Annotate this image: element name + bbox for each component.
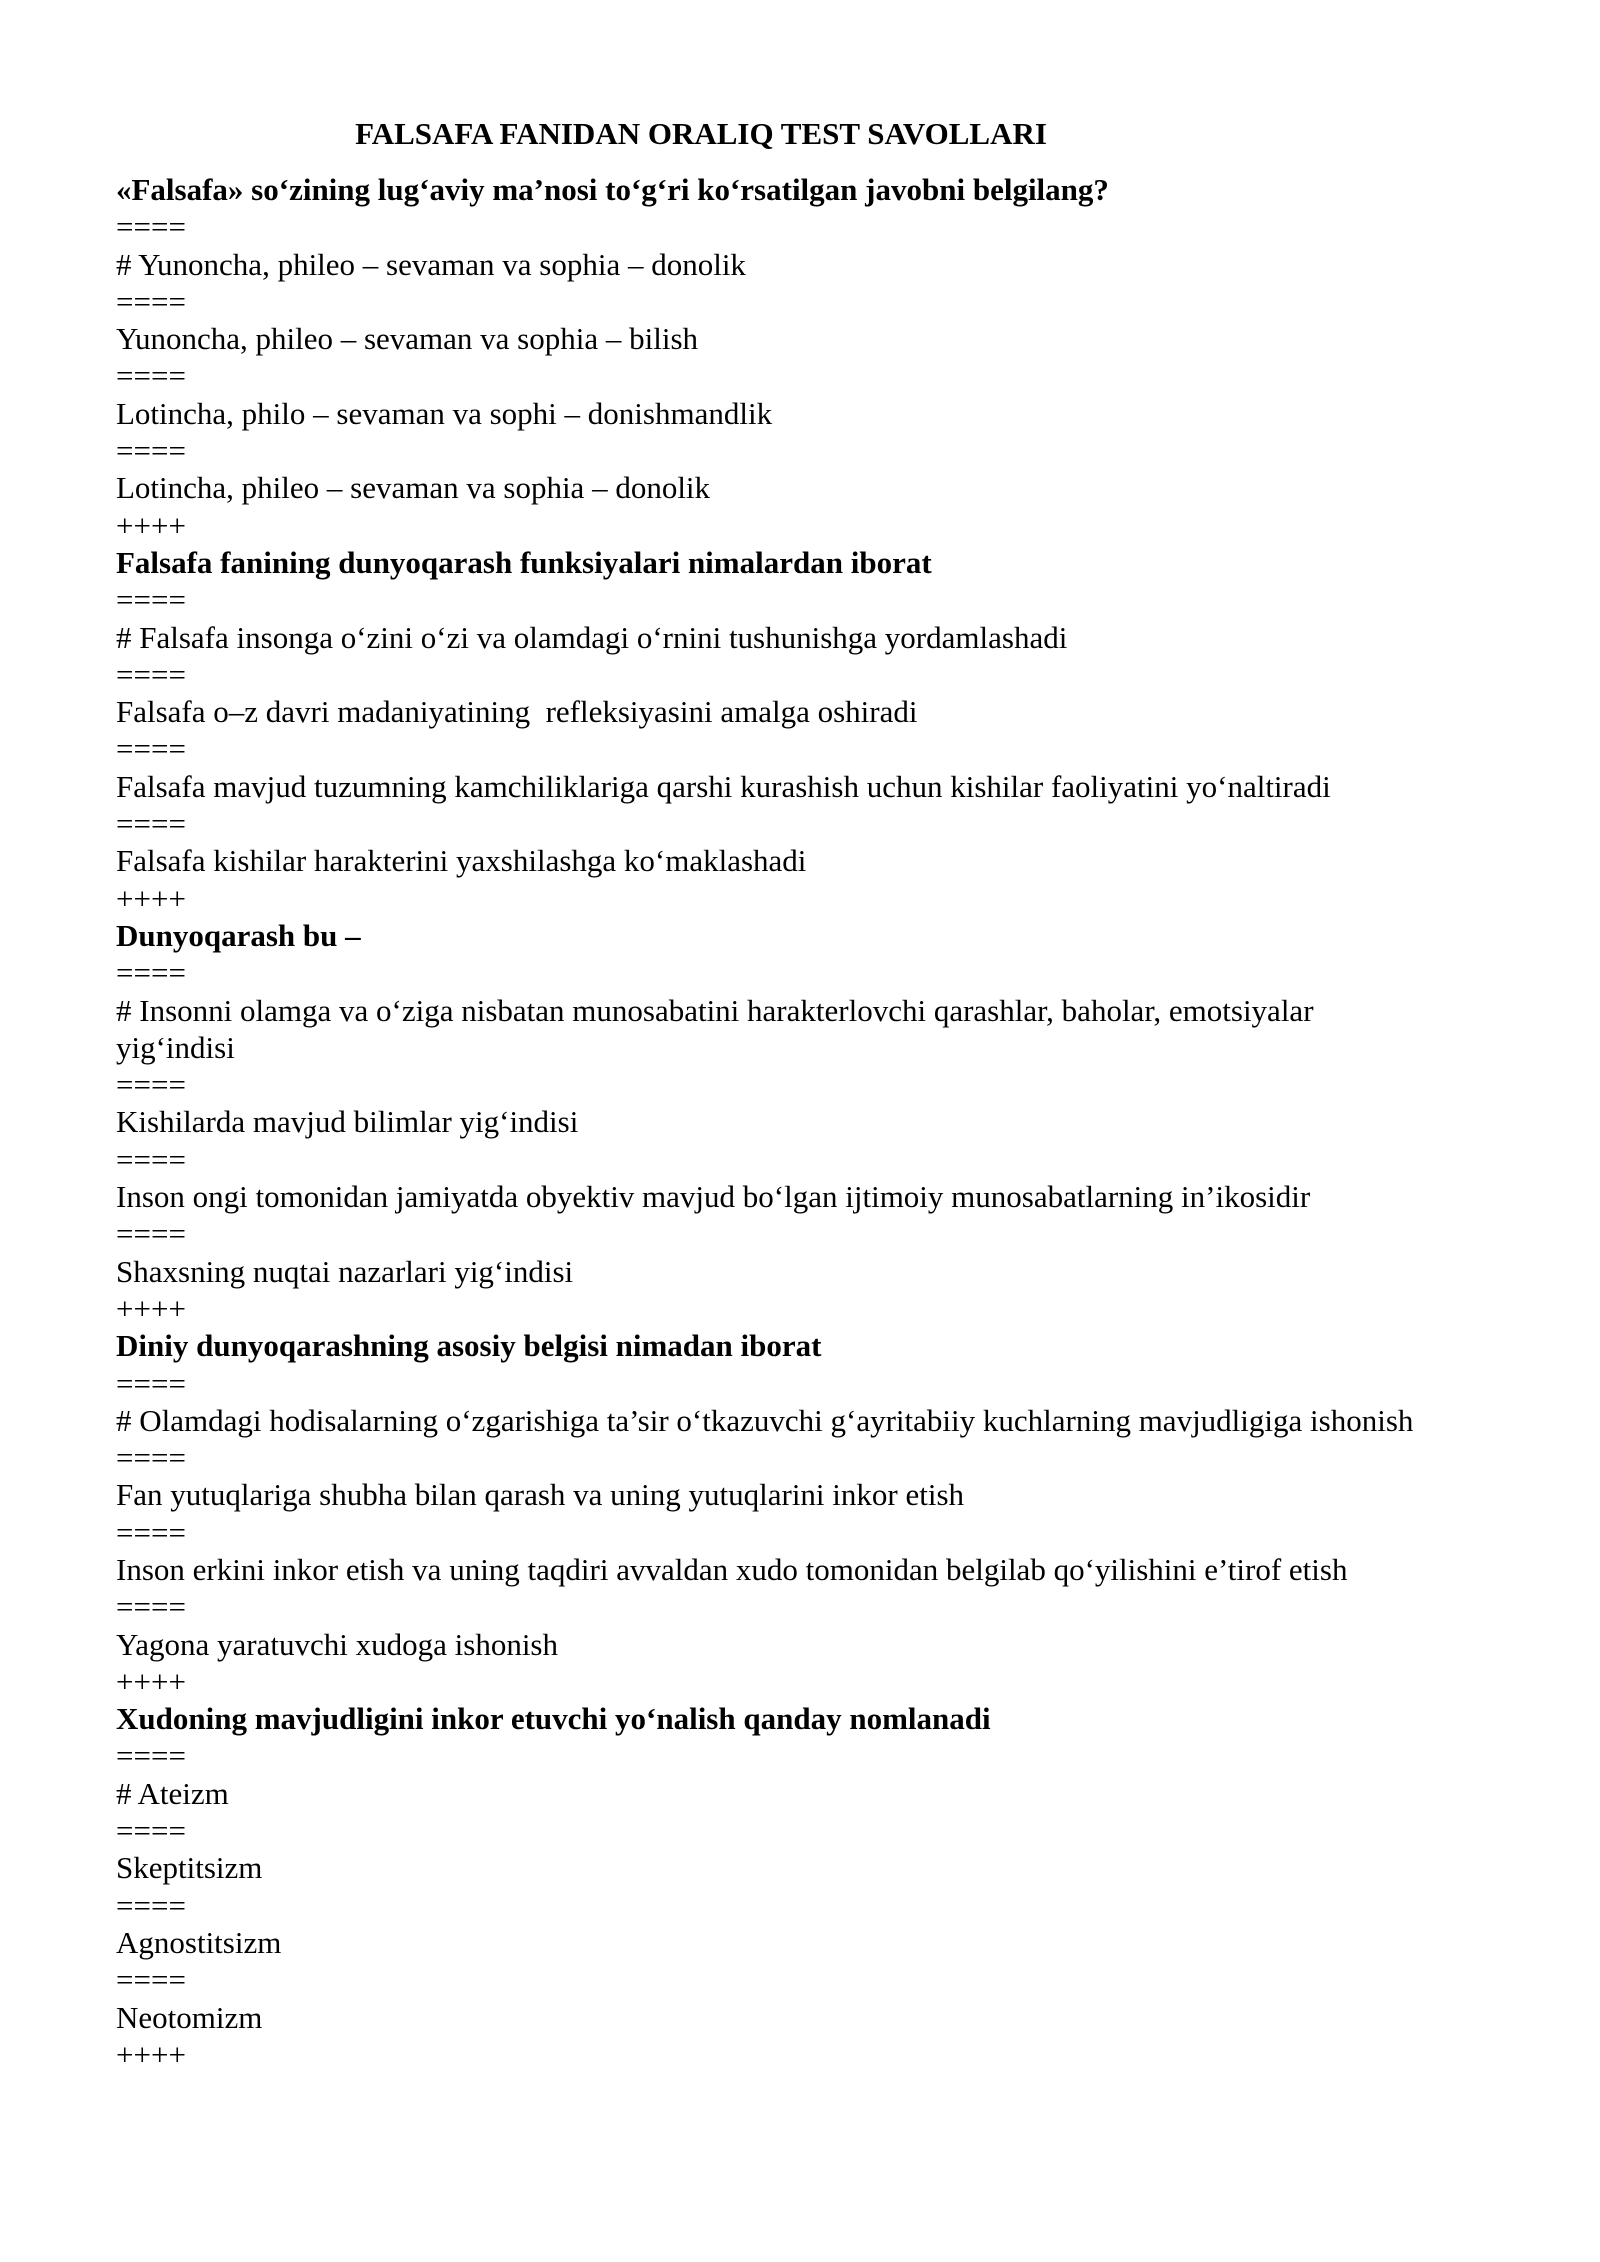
- answer-option: Yagona yaratuvchi xudoga ishonish: [116, 1626, 558, 1662]
- question-text: «Falsafa» so‘zining lug‘aviy ma’nosi to‘g‘ri ko‘rsatilgan javobni belgilang?: [116, 172, 1109, 207]
- answer-option: # Ateizm: [116, 1775, 229, 1811]
- separator: ====: [116, 1067, 186, 1103]
- end-marker: ++++: [116, 880, 186, 916]
- separator: ====: [116, 1216, 186, 1252]
- question-block: [116, 544, 1416, 917]
- end-marker: ++++: [116, 1290, 186, 1326]
- answer-option: Shaxsning nuqtai nazarlari yig‘indisi: [116, 1253, 574, 1289]
- separator: ====: [116, 209, 186, 245]
- answer-option: Fan yutuqlariga shubha bilan qarash va uning yutuqlarini inkor etish: [116, 1477, 965, 1513]
- separator: ====: [116, 433, 186, 469]
- separator: ====: [116, 656, 186, 692]
- question-block: [116, 1327, 1416, 1700]
- answer-option: Falsafa kishilar harakterini yaxshilashga ko‘maklashadi: [116, 843, 807, 879]
- question-text: Xudoning mavjudligini inkor etuvchi yo‘nalish qanday nomlanadi: [116, 1701, 991, 1737]
- separator: ====: [116, 1813, 186, 1849]
- answer-option: Falsafa o–z davri madaniyatining refleksiyasini amalga oshiradi: [116, 694, 918, 730]
- answer-option: Falsafa mavjud tuzumning kamchiliklariga qarshi kurashish uchun kishilar faoliyatini yo‘naltiradi: [116, 768, 1331, 804]
- answer-option: Inson ongi tomonidan jamiyatda obyektiv mavjud bo‘lgan ijtimoiy munosabatlarning in’ikosidir: [116, 1179, 1311, 1215]
- separator: ====: [116, 955, 186, 991]
- separator: ====: [116, 1962, 186, 1998]
- separator: ====: [116, 1141, 186, 1177]
- question-block: [116, 171, 1416, 544]
- question-text: Diniy dunyoqarashning asosiy belgisi nimadan iborat: [116, 1328, 822, 1364]
- end-marker: ++++: [116, 1663, 186, 1699]
- answer-option: Lotincha, philo – sevaman va sophi – donishmandlik: [116, 395, 773, 431]
- answer-option: Inson erkini inkor etish va uning taqdiri avvaldan xudo tomonidan belgilab qo‘yilishini e’tirof etish: [116, 1551, 1348, 1587]
- separator: ====: [116, 1365, 186, 1401]
- question-text: Dunyoqarash bu –: [116, 917, 361, 953]
- answer-option: Kishilarda mavjud bilimlar yig‘indisi: [116, 1104, 579, 1140]
- end-marker: ++++: [116, 507, 186, 543]
- separator: ====: [116, 1887, 186, 1923]
- document-page: [116, 112, 1416, 2073]
- separator: ====: [116, 283, 186, 319]
- separator: ====: [116, 731, 186, 767]
- document-title: FALSAFA FANIDAN ORALIQ TEST SAVOLLARI: [355, 116, 1047, 151]
- answer-option: # Insonni olamga va o‘ziga nisbatan munosabatini harakterlovchi qarashlar, baholar, emotsiyalar yig‘indisi: [116, 992, 1322, 1065]
- answer-option: Neotomizm: [116, 1999, 263, 2035]
- separator: ====: [116, 358, 186, 394]
- answer-option: Agnostitsizm: [116, 1924, 282, 1960]
- separator: ====: [116, 806, 186, 842]
- separator: ====: [116, 582, 186, 618]
- answer-option: # Falsafa insonga o‘zini o‘zi va olamdagi o‘rnini tushunishga yordamlashadi: [116, 619, 1068, 655]
- answer-option: Lotincha, phileo – sevaman va sophia – donolik: [116, 470, 711, 506]
- answer-option: Yunoncha, phileo – sevaman va sophia – bilish: [116, 321, 699, 357]
- separator: ====: [116, 1440, 186, 1476]
- question-block: [116, 1700, 1416, 2073]
- answer-option: # Olamdagi hodisalarning o‘zgarishiga ta’sir o‘tkazuvchi g‘ayritabiiy kuchlarning mavjudligiga ishonish: [116, 1402, 1414, 1438]
- separator: ====: [116, 1514, 186, 1550]
- answer-option: Skeptitsizm: [116, 1850, 263, 1886]
- separator: ====: [116, 1738, 186, 1774]
- separator: ====: [116, 1589, 186, 1625]
- question-block: [116, 917, 1416, 1327]
- end-marker: ++++: [116, 2036, 186, 2072]
- question-text: Falsafa fanining dunyoqarash funksiyalari nimalardan iborat: [116, 544, 932, 580]
- answer-option: # Yunoncha, phileo – sevaman va sophia – donolik: [116, 246, 746, 282]
